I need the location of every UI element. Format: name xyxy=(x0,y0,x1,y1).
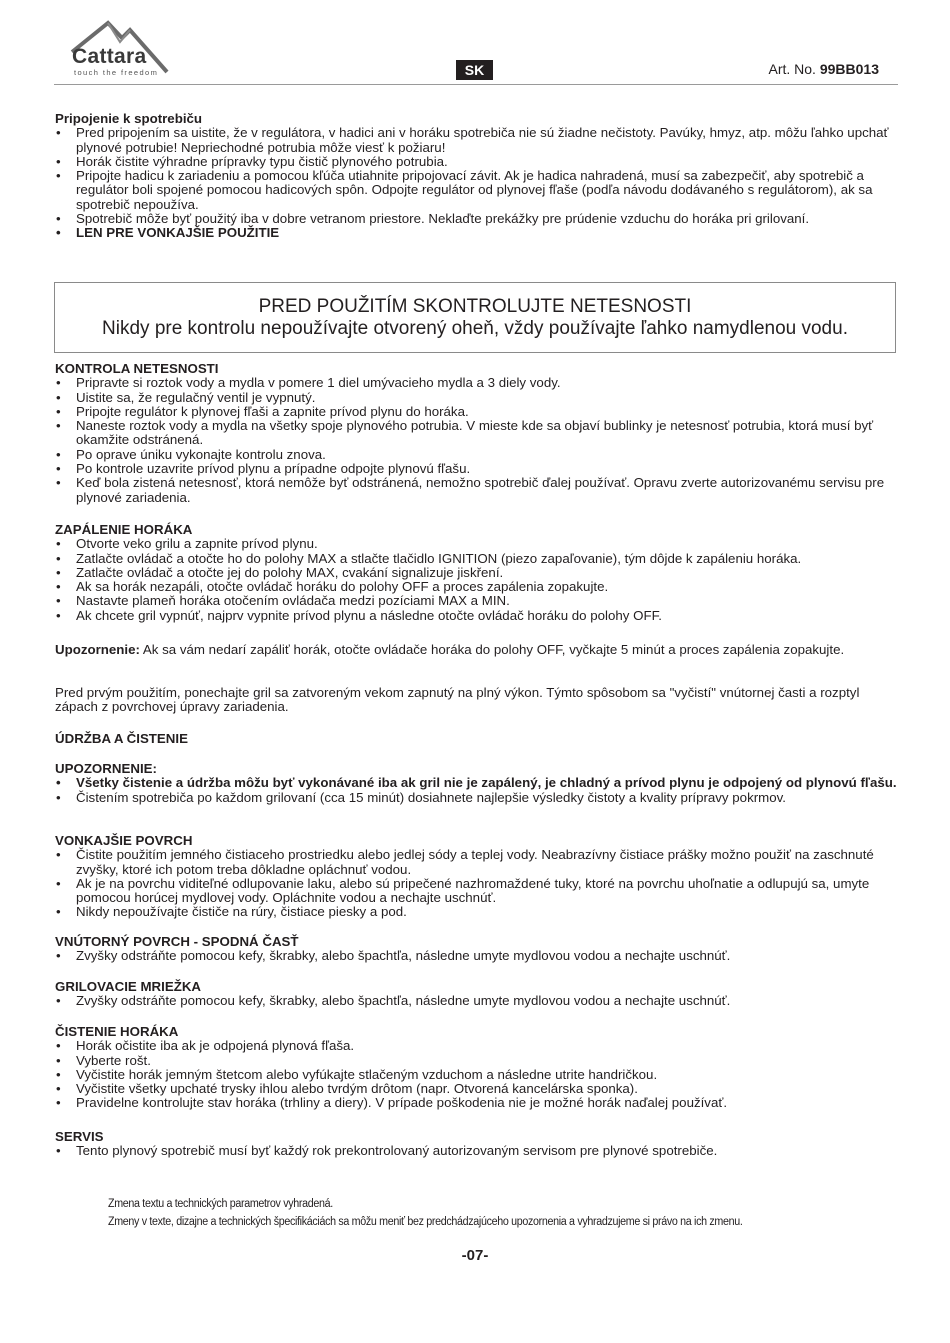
section-connection xyxy=(55,112,897,241)
section-notice xyxy=(55,762,897,805)
notice-title: PRED POUŽITÍM SKONTROLUJTE NETESNOSTI xyxy=(258,296,692,317)
section-title: ZAPÁLENIE HORÁKA xyxy=(55,522,193,537)
warning-body: Ak sa vám nedarí zapáliť horák, otočte ovládače horáka do polohy OFF, vyčkajte 5 minút a proces zapálenia zopakujte. xyxy=(139,642,845,657)
list-item: • Pred pripojením sa uistite, že v regulátora, v hadici ani v horáku spotrebiča nie sú žiadne nečistoty. Pavúky, hmyz, atp. môžu ľahko upchať plynové potrubie! Nepriechodné potrubia môže viesť k požiaru! xyxy=(55,126,897,155)
list-item: • Zvyšky odstráňte pomocou kefy, škrabky, alebo špachtľa, následne umyte mydlovou vodou a nechajte uschnúť. xyxy=(55,994,897,1008)
list-item: • Uistite sa, že regulačný ventil je vypnutý. xyxy=(55,391,897,405)
section-title: GRILOVACIE MRIEŽKA xyxy=(55,979,202,994)
list-item: • Ak chcete gril vypnúť, najprv vypnite prívod plynu a následne otočte ovládač horáku do polohy OFF. xyxy=(55,609,897,623)
warning-paragraph xyxy=(55,643,897,657)
list-item: • Horák čistite výhradne prípravky typu čistič plynového potrubia. xyxy=(55,155,897,169)
bullet-list xyxy=(55,848,897,919)
footer-disclaimer-short: Zmena textu a technických parametrov vyhradená. xyxy=(108,1198,333,1210)
first-use-paragraph xyxy=(55,686,897,715)
section-title: ČISTENIE HORÁKA xyxy=(55,1024,179,1039)
warning-text xyxy=(55,643,897,657)
section-maintenance xyxy=(55,732,897,746)
list-item: • Zatlačte ovládač a otočte ho do polohy MAX a stlačte tlačidlo IGNITION (piezo zapaľovanie), tým dôjde k zapáleniu horáka. xyxy=(55,552,897,566)
bullet-list xyxy=(55,1144,897,1158)
bullet-list xyxy=(55,537,897,623)
list-item: • Tento plynový spotrebič musí byť každý rok prekontrolovaný autorizovaným servisom pre plynové spotrebiče. xyxy=(55,1144,897,1158)
list-item: • Keď bola zistená netesnosť, ktorá nemôže byť odstránená, nemožno spotrebič ďalej používať. Opravu zverte autorizovanému servisu pre plynové zariadenia. xyxy=(55,476,897,505)
list-item: • Vyčistite horák jemným štetcom alebo vyfúkajte stlačeným vzduchom a následne utrite handričkou. xyxy=(55,1068,897,1082)
first-use-text: Pred prvým použitím, ponechajte gril sa zatvoreným vekom zapnutý na plný výkon. Týmto spôsobom sa "vyčistí" vnútornej časti a rozptyl zápach z povrchovej úpravy zariadenia. xyxy=(55,685,860,715)
section-outer-surface xyxy=(55,834,897,920)
bullet-list xyxy=(55,1039,897,1110)
list-item: • Po oprave úniku vykonajte kontrolu znova. xyxy=(55,448,897,462)
list-item: • Horák očistite iba ak je odpojená plynová fľaša. xyxy=(55,1039,897,1053)
bullet-list xyxy=(55,126,897,240)
brand-name: Cattara xyxy=(72,45,147,68)
list-item: • LEN PRE VONKAJŠIE POUŽITIE xyxy=(55,226,897,240)
list-item: • Pripojte hadicu k zariadeniu a pomocou kľúča utiahnite pripojovací závit. Ak je hadica nahradená, musí sa zabezpečiť, aby spotrebič a regulátor boli spojené pomocou hadicových spôn. Odpojte regulátor od plynovej fľaše (podľa návodu dodávaného s regulátorom), ak sa spotrebič nepoužíva. xyxy=(55,169,897,212)
brand-tagline: touch the freedom xyxy=(74,68,159,77)
page-header xyxy=(0,0,950,90)
section-ignition xyxy=(55,523,897,623)
article-value: 99BB013 xyxy=(819,61,879,77)
article-number xyxy=(768,61,879,77)
header-divider xyxy=(54,84,898,85)
list-item: • Spotrebič môže byť použitý iba v dobre vetranom priestore. Neklaďte prekážky pre prúdenie vzduchu do horáka pri grilovaní. xyxy=(55,212,897,226)
list-item: • Čistením spotrebiča po každom grilovaní (cca 15 minút) dosiahnete najlepšie výsledky čistoty a kvality prípravy pokrmov. xyxy=(55,791,897,805)
section-grill-grate xyxy=(55,980,897,1009)
language-badge: SK xyxy=(456,60,493,80)
list-item: • Pravidelne kontrolujte stav horáka (trhliny a diery). V prípade poškodenia nie je možné horák naďalej používať. xyxy=(55,1096,897,1110)
list-item: • Pripojte regulátor k plynovej fľaši a zapnite prívod plynu do horáka. xyxy=(55,405,897,419)
section-title: VNÚTORNÝ POVRCH - SPODNÁ ČASŤ xyxy=(55,934,299,949)
bullet-list xyxy=(55,994,897,1008)
article-label: Art. No. xyxy=(768,61,816,77)
section-burner-cleaning xyxy=(55,1025,897,1111)
section-title: KONTROLA NETESNOSTI xyxy=(55,361,219,376)
section-title: Pripojenie k spotrebiču xyxy=(55,111,203,126)
list-item: • Vyčistite všetky upchaté trysky ihlou alebo tvrdým drôtom (napr. Otvorená kancelárska sponka). xyxy=(55,1082,897,1096)
list-item: • Vyberte rošt. xyxy=(55,1054,897,1068)
list-item: • Otvorte veko grilu a zapnite prívod plynu. xyxy=(55,537,897,551)
section-leak-check xyxy=(55,362,897,505)
section-title: VONKAJŠIE POVRCH xyxy=(55,833,193,848)
page-number: -07- xyxy=(461,1247,489,1264)
list-item: • Zvyšky odstráňte pomocou kefy, škrabky, alebo špachtľa, následne umyte mydlovou vodou a nechajte uschnúť. xyxy=(55,949,897,963)
list-item: • Zatlačte ovládač a otočte jej do polohy MAX, cvakání signalizuje jiskření. xyxy=(55,566,897,580)
notice-text: Nikdy pre kontrolu nepoužívajte otvorený oheň, vždy používajte ľahko namydlenou vodu. xyxy=(102,318,848,339)
list-item: • Pripravte si roztok vody a mydla v pomere 1 diel umývacieho mydla a 3 diely vody. xyxy=(55,376,897,390)
list-item: • Ak je na povrchu viditeľné odlupovanie laku, alebo sú pripečené nazhromaždené tuky, ktoré na povrchu uhoľnatie a odlupujú sa, umyte pomocou horúcej mydlovej vody. Opláchnite vodou a nechajte uschnúť. xyxy=(55,877,897,906)
list-item: • Po kontrole uzavrite prívod plynu a prípadne odpojte plynovú fľašu. xyxy=(55,462,897,476)
section-service xyxy=(55,1130,897,1159)
list-item: • Všetky čistenie a údržba môžu byť vykonávané iba ak gril nie je zapálený, je chladný a prívod plynu je odpojený od plynovú fľašu. xyxy=(55,776,897,790)
section-title: ÚDRŽBA A ČISTENIE xyxy=(55,731,188,746)
list-item: • Nastavte plameň horáka otočením ovládača medzi pozíciami MAX a MIN. xyxy=(55,594,897,608)
list-item: • Nikdy nepoužívajte čističe na rúry, čistiace piesky a pod. xyxy=(55,905,897,919)
list-item: • Naneste roztok vody a mydla na všetky spoje plynového potrubia. V mieste kde sa objaví bublinky je netesnosť potrubia, ktorá musí byť okamžite odstránená. xyxy=(55,419,897,448)
section-title: UPOZORNENIE: xyxy=(55,761,157,776)
section-inner-surface xyxy=(55,935,897,964)
footer-disclaimer-long: Zmeny v texte, dizajne a technických špecifikáciách sa môžu meniť bez predchádzajúceho upozornenia a vyhradzujeme si právo na ich zmenu. xyxy=(108,1216,743,1228)
bullet-list xyxy=(55,376,897,505)
bullet-list xyxy=(55,949,897,963)
section-title: SERVIS xyxy=(55,1129,104,1144)
warning-label: Upozornenie: xyxy=(55,642,140,657)
leak-check-notice-box xyxy=(54,282,896,353)
bullet-list xyxy=(55,776,897,805)
list-item: • Čistite použitím jemného čistiaceho prostriedku alebo jedlej sódy a teplej vody. Neabrazívny čistiace prášky možno použiť na zaschnuté zvyšky, ktoré ich potom treba dôkladne opláchnuť vodou. xyxy=(55,848,897,877)
list-item: • Ak sa horák nezapáli, otočte ovládač horáku do polohy OFF a proces zapálenia zopakujte. xyxy=(55,580,897,594)
